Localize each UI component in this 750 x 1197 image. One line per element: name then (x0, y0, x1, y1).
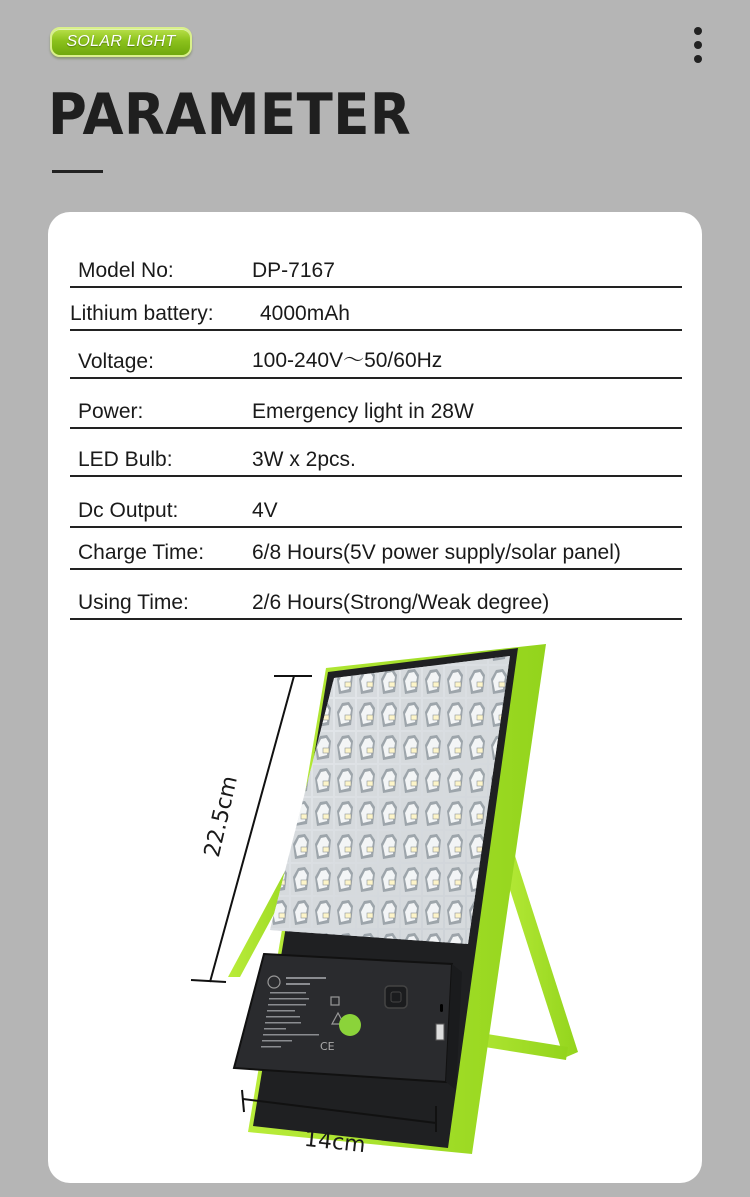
more-vertical-icon-dot (694, 27, 702, 35)
spec-key: Using Time: (78, 591, 189, 614)
height-dimension-label: 22.5cm (200, 773, 243, 860)
solar-led-light-image (48, 632, 702, 1182)
page-title: PARAMETER (48, 82, 412, 148)
more-options-menu[interactable] (688, 24, 708, 66)
spec-key: Dc Output: (78, 499, 179, 522)
parameter-card (48, 212, 702, 1183)
spec-row-power (70, 379, 682, 429)
solar-light-badge (50, 27, 192, 57)
certification-sticker-icon (339, 1014, 361, 1036)
spec-value: Emergency light in 28W (252, 400, 474, 423)
spec-row-model (70, 246, 682, 288)
product-illustration (48, 632, 702, 1182)
spec-row-charge-time (70, 528, 682, 570)
title-underline (52, 170, 103, 173)
usb-port-icon (436, 1024, 444, 1040)
spec-row-battery (70, 288, 682, 331)
spec-key: Voltage: (78, 350, 154, 373)
spec-key: LED Bulb: (78, 448, 173, 471)
more-vertical-icon-dot (694, 41, 702, 49)
spec-key: Model No: (78, 259, 174, 282)
spec-row-dc-output (70, 477, 682, 528)
spec-key: Charge Time: (78, 541, 205, 564)
badge-label: SOLAR LIGHT (66, 33, 176, 50)
spec-table (70, 246, 682, 620)
spec-row-voltage (70, 331, 682, 379)
spec-value: 4V (252, 499, 278, 522)
power-button[interactable] (385, 986, 407, 1008)
micro-usb-port-icon (440, 1004, 443, 1012)
spec-value: 100-240V～50/60Hz (252, 349, 443, 372)
spec-row-led-bulb (70, 429, 682, 477)
spec-value: 3W x 2pcs. (252, 448, 356, 471)
spec-key: Power: (78, 400, 144, 423)
spec-value: 6/8 Hours(5V power supply/solar panel) (252, 541, 621, 564)
spec-row-using-time (70, 570, 682, 620)
spec-value: DP-7167 (252, 259, 335, 282)
ce-mark-icon: CE (320, 1040, 335, 1053)
spec-value: 2/6 Hours(Strong/Weak degree) (252, 591, 550, 614)
spec-key: Lithium battery: (70, 302, 214, 325)
spec-value: 4000mAh (260, 302, 350, 325)
width-dimension-label: 14cm (302, 1126, 367, 1159)
more-vertical-icon-dot (694, 55, 702, 63)
